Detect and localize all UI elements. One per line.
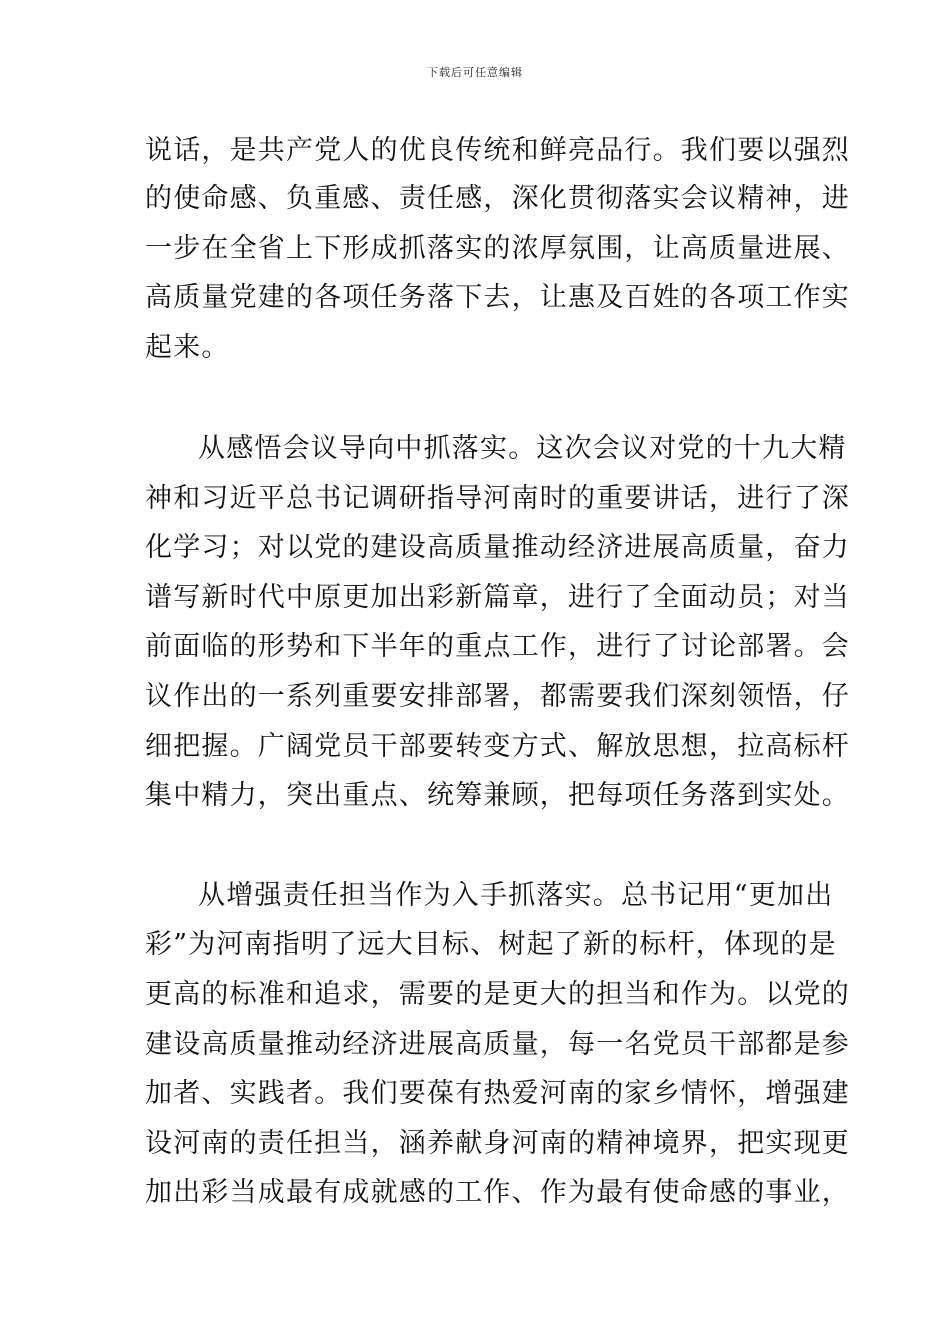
text-line: 的使命感、负重感、责任感，深化贯彻落实会议精神，进 [145, 183, 850, 214]
text-line: 高质量党建的各项任务落下去，让惠及百姓的各项工作实 [145, 282, 850, 313]
text-line: 一步在全省上下形成抓落实的浓厚氛围，让高质量进展、 [145, 233, 850, 264]
text-line: 从增强责任担当作为入手抓落实。总书记用“更加出 [198, 880, 834, 911]
text-line: 说话，是共产党人的优良传统和鲜亮品行。我们要以强烈 [145, 135, 850, 166]
text-line: 彩”为河南指明了远大目标、树起了新的标杆，体现的是 [145, 929, 837, 960]
text-line: 加者、实践者。我们要葆有热爱河南的家乡情怀，增强建 [145, 1078, 850, 1109]
text-line: 细把握。广阔党员干部要转变方式、解放思想，拉高标杆 [145, 731, 850, 762]
text-line: 前面临的形势和下半年的重点工作，进行了讨论部署。会 [145, 631, 850, 662]
text-line: 起来。 [145, 332, 230, 363]
text-line: 议作出的一系列重要安排部署，都需要我们深刻领悟，仔 [145, 681, 850, 712]
text-line: 设河南的责任担当，涵养献身河南的精神境界，把实现更 [145, 1128, 850, 1159]
text-line: 神和习近平总书记调研指导河南时的重要讲话，进行了深 [145, 483, 850, 514]
text-line: 集中精力，突出重点、统筹兼顾，把每项任务落到实处。 [145, 780, 850, 811]
text-line: 谱写新时代中原更加出彩新篇章，进行了全面动员；对当 [145, 582, 850, 613]
text-line: 更高的标准和追求，需要的是更大的担当和作为。以党的 [145, 979, 850, 1010]
text-line: 化学习；对以党的建设高质量推动经济进展高质量，奋力 [145, 532, 850, 563]
text-line: 建设高质量推动经济进展高质量，每一名党员干部都是参 [145, 1029, 850, 1060]
text-line: 加出彩当成最有成就感的工作、作为最有使命感的事业， [145, 1177, 850, 1208]
page-header: 下载后可任意编辑 [427, 66, 523, 79]
text-line: 从感悟会议导向中抓落实。这次会议对党的十九大精 [198, 433, 847, 464]
